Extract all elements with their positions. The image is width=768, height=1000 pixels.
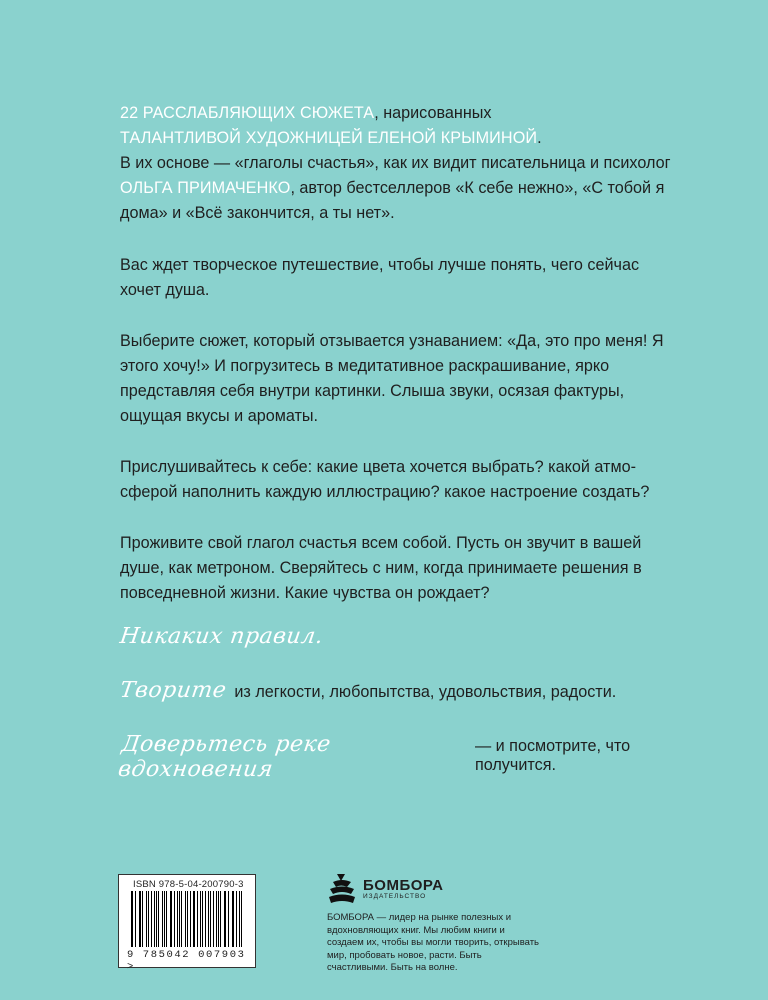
bombora-logo-icon [327, 872, 357, 906]
intro-text-4: , автор бестселлеров «К себе нежно», «С тобой я дома» и «Всё закончится, а ты нет». [120, 179, 665, 222]
slogan-tail: — и посмотрите, что получится. [474, 737, 631, 774]
barcode-bar [225, 891, 226, 947]
intro-text-2: . [537, 129, 542, 147]
script-slogans [116, 624, 700, 786]
slogan-script: Творите [118, 678, 229, 703]
barcode-bar [228, 891, 229, 947]
author-highlight: ОЛЬГА ПРИМАЧЕНКО [120, 179, 291, 197]
paragraph-listen: Прислушивайтесь к себе: какие цвета хочется выбрать? какой атмо-сферой наполнить каждую иллюстрацию? какое настроение создать? [120, 458, 650, 501]
publisher-sub: ИЗДАТЕЛЬСТВО [363, 893, 427, 900]
isbn-label: ISBN 978-5-04-200790-3 [133, 879, 244, 890]
barcode [118, 874, 256, 973]
slogan-tail: из легкости, любопытства, удовольствия, радости. [234, 683, 617, 701]
ean-number: 9 785042 007903 > [127, 949, 246, 973]
publisher-logo [327, 872, 627, 906]
barcode-bar [181, 891, 182, 947]
barcode-bar [166, 891, 167, 947]
publisher-block [327, 872, 627, 975]
paragraph-journey: Вас ждет творческое путешествие, чтобы лучше понять, чего сейчас хочет душа. [120, 256, 640, 299]
paragraph-choose-story: Выберите сюжет, который отзывается узнаванием: «Да, это про меня! Я этого хочу!» И погрузитесь в медитативное раскрашивание, ярко представляя себя внутри картинки. Слыша звуки, осязая фактуры, ощущая вкусы и ароматы. [120, 332, 664, 425]
slogan-trust [116, 732, 700, 786]
illustrator-highlight: ТАЛАНТЛИВОЙ ХУДОЖНИЦЕЙ ЕЛЕНОЙ КРЫМИНОЙ [120, 129, 538, 147]
barcode-bar [202, 891, 203, 947]
barcode-bar [185, 891, 186, 947]
barcode-bar [216, 891, 217, 947]
slogan-script: Доверьтесь реке вдохновения [116, 732, 333, 782]
intro-text-1: , нарисованных [374, 104, 492, 122]
barcode-bar [142, 891, 143, 947]
publisher-name: БОМБОРА [363, 877, 444, 894]
slogan-script: Никаких правил. [118, 624, 325, 649]
publisher-description: БОМБОРА — лидер на рынке полезных и вдохновляющих книг. Мы любим книги и создаем их, чтобы вы могли творить, открывать мир, пробовать новое, расти. Быть счастливыми. Быть на волне. [327, 912, 540, 973]
intro-paragraph [120, 101, 680, 226]
barcode-bar [148, 891, 149, 947]
back-cover-text [120, 101, 680, 632]
barcode-bar [236, 891, 237, 947]
slogan-no-rules [120, 624, 700, 678]
paragraph-live-verb: Проживите свой глагол счастья всем собой. Пусть он звучит в вашей душе, как метроном. Сверяйтесь с ним, когда принимаете решения в повседневной жизни. Какие чувства он рождает? [120, 534, 642, 602]
barcode-bar [174, 891, 175, 947]
barcode-bar [135, 891, 136, 947]
slogan-create [120, 678, 700, 732]
barcode-bar [162, 891, 163, 947]
barcode-bar [194, 891, 195, 947]
barcode-bar [151, 891, 152, 947]
intro-text-3: В их основе — «глаголы счастья», как их видит писательница и психолог [120, 154, 671, 172]
barcode-bar [210, 891, 211, 947]
stories-count-highlight: 22 РАССЛАБЛЯЮЩИХ СЮЖЕТА [120, 104, 375, 122]
barcode-bars [131, 891, 243, 947]
